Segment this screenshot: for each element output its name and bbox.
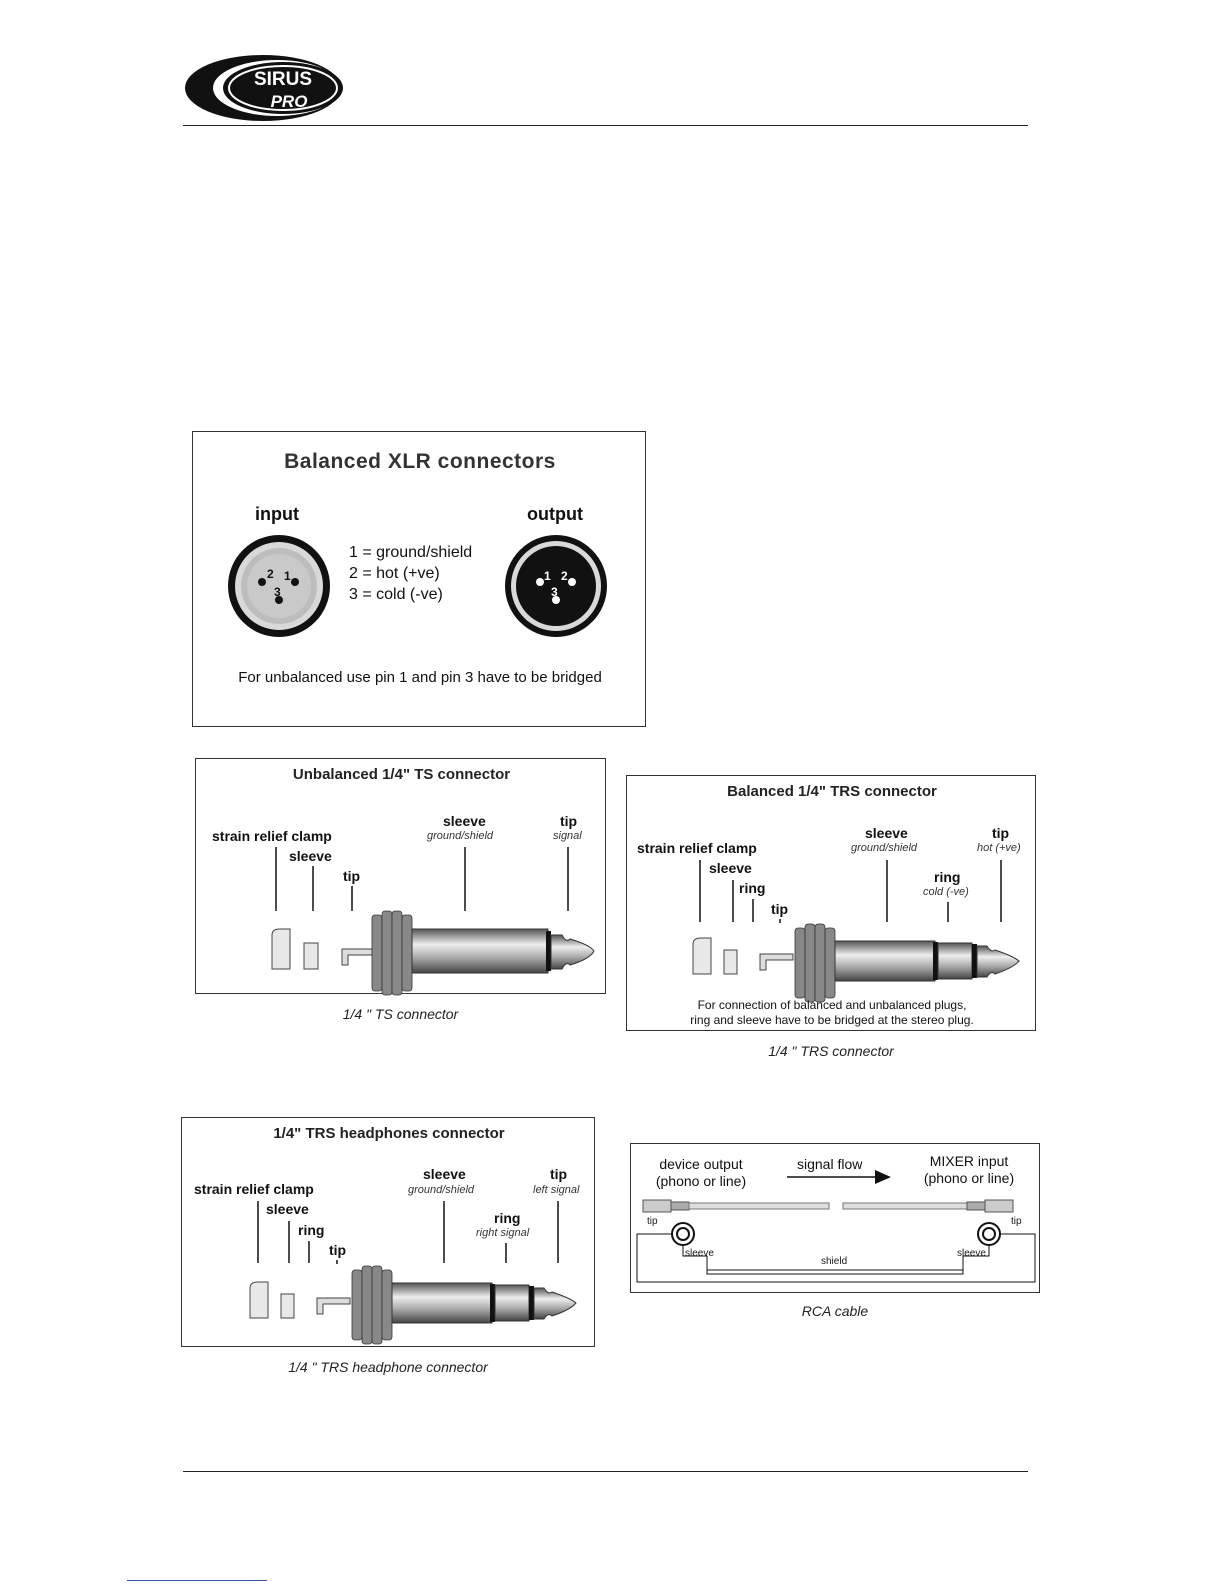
ts-sleeve-small-label: sleeve [289,848,332,864]
header-rule [183,125,1028,126]
hp-ring-sub: right signal [476,1227,530,1239]
rca-sleeve-right: sleeve [957,1248,986,1259]
rca-shield-label: shield [821,1256,848,1267]
rca-flow-label: signal flow [797,1156,863,1172]
trs-sleeve-small-label: sleeve [709,860,752,876]
xlr-in-pin-3: 3 [274,585,281,599]
trs-strain-label: strain relief clamp [637,840,757,856]
ts-title: Unbalanced 1/4" TS connector [292,766,511,783]
xlr-panel [192,431,646,727]
trs-tip-small-label: tip [771,901,789,917]
rca-mixer-line-2: (phono or line) [923,1170,1015,1186]
footer-link-underline [127,1580,267,1581]
xlr-input-label: input [255,504,299,524]
rca-tip-left: tip [647,1216,658,1227]
trs-panel [626,775,1036,1031]
trs-caption: 1/4 " TRS connector [768,1043,894,1059]
xlr-pin-legend [349,542,472,605]
trs-ring-sub: cold (-ve) [923,886,969,898]
xlr-pin-3-desc: 3 = cold (-ve) [349,586,443,603]
trs-plug-graphic [627,776,1037,1032]
xlr-out-pin-3: 3 [551,585,558,599]
trs-tip-label: tip [992,825,1010,841]
rca-tip-right: tip [1011,1216,1022,1227]
hp-ring-small-label: ring [298,1222,325,1238]
footer-rule [183,1471,1028,1472]
hp-plug-graphic [182,1118,596,1348]
hp-panel [181,1117,595,1347]
hp-tip-label: tip [550,1166,568,1182]
xlr-pin-1-desc: 1 = ground/shield [349,544,473,561]
hp-ring-label: ring [494,1210,521,1226]
rca-panel [630,1143,1040,1293]
trs-note-line-2: ring and sleeve have to be bridged at the stereo plug. [690,1013,974,1027]
ts-tip-sub: signal [553,830,582,842]
hp-sleeve-label: sleeve [423,1166,466,1182]
trs-sleeve-sub: ground/shield [851,842,918,854]
rca-mixer-line-1: MIXER input [929,1153,1009,1169]
xlr-in-pin-1: 1 [284,569,291,583]
hp-strain-label: strain relief clamp [194,1181,314,1197]
ts-tip-label: tip [560,813,578,829]
ts-tip-small-label: tip [343,868,361,884]
xlr-title: Balanced XLR connectors [284,450,556,473]
ts-sleeve-label: sleeve [443,813,486,829]
trs-ring-small-label: ring [739,880,766,896]
hp-caption: 1/4 " TRS headphone connector [288,1359,488,1375]
trs-note-line-1: For connection of balanced and unbalanced plugs, [697,998,967,1012]
ts-caption: 1/4 " TS connector [342,1006,459,1022]
xlr-out-pin-2: 2 [561,569,568,583]
ts-panel [195,758,606,994]
trs-tip-sub: hot (+ve) [977,842,1021,854]
xlr-in-pin-2: 2 [267,567,274,581]
xlr-out-pin-1: 1 [544,569,551,583]
hp-sleeve-sub: ground/shield [408,1184,475,1196]
hp-sleeve-small-label: sleeve [266,1201,309,1217]
trs-ring-label: ring [934,869,961,885]
hp-title: 1/4" TRS headphones connector [273,1125,505,1142]
trs-sleeve-label: sleeve [865,825,908,841]
logo-text-1: SIRUS [253,69,313,90]
logo [183,52,358,124]
rca-device-line-2: (phono or line) [655,1173,747,1189]
hp-tip-sub: left signal [533,1184,580,1196]
logo-text-2: PRO [270,92,308,111]
ts-plug-graphic [196,759,607,995]
hp-tip-small-label: tip [329,1242,347,1258]
trs-note [627,998,1037,1028]
xlr-note: For unbalanced use pin 1 and pin 3 have to be bridged [238,669,602,686]
rca-cable-graphic [631,1144,1041,1294]
rca-sleeve-left: sleeve [685,1248,714,1259]
xlr-pin-2-desc: 2 = hot (+ve) [349,565,440,582]
ts-sleeve-sub: ground/shield [427,830,494,842]
trs-title: Balanced 1/4" TRS connector [727,783,937,800]
rca-device-line-1: device output [659,1156,743,1172]
ts-strain-label: strain relief clamp [212,828,332,844]
logo-graphic [183,52,358,124]
rca-caption: RCA cable [801,1303,869,1319]
xlr-output-label: output [527,504,583,524]
